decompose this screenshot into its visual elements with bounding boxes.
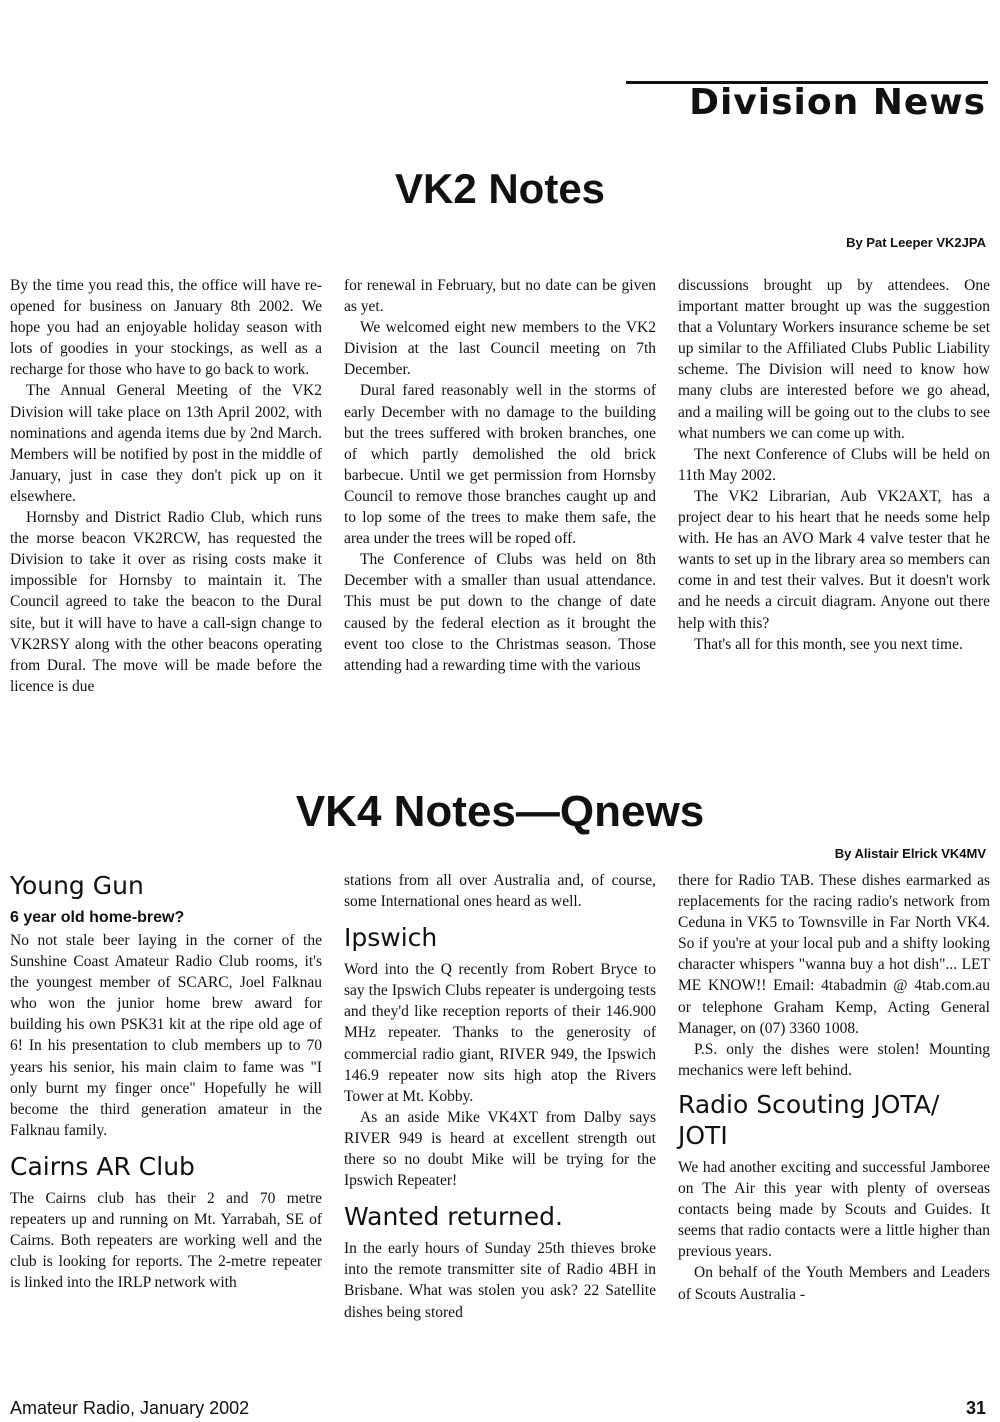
paragraph: We had another exciting and successful Jamboree on The Air this year with plenty of overseas contacts being made by Scouts and Guides. It seems that radio contacts were a little higher than previous years. bbox=[678, 1158, 990, 1261]
vk2-byline: By Pat Leeper VK2JPA bbox=[846, 235, 986, 250]
paragraph: Dural fared reasonably well in the storms of early December with no damage to the building but the trees suffered with broken branches, one of which partly demolished the old brick barbecue. Until we get permission from Hornsby Council to remove those branches caught up and to lop some of the trees to make them safe, the area under the trees will be roped off. bbox=[344, 382, 656, 548]
paragraph: Hornsby and District Radio Club, which runs the morse beacon VK2RCW, has requested the Division to take it over as rising costs make it impossible for Hornsby to maintain it. The Council agreed to take the beacon to the Dural site, but it will have to have a call-sign change to VK2RSY along with the other beacons operating from Dural. The move will be made before the licence is due bbox=[10, 509, 322, 695]
paragraph: there for Radio TAB. These dishes earmarked as replacements for the racing radio's network from Ceduna in VK5 to Townsville in Far North VK4. So if you're at your local pub and a shifty looking character whispers "wanna buy a hot dish"... LET ME KNOW!! Email: 4tabadmin @ 4tab.com.au or telephone Graham Kemp, Acting General Manager, on (07) 3360 1008. bbox=[678, 872, 990, 1037]
paragraph: for renewal in February, but no date can be given as yet. bbox=[344, 277, 656, 316]
ipswich-heading: Ipswich bbox=[344, 923, 438, 953]
paragraph: In the early hours of Sunday 25th thieves broke into the remote transmitter site of Radio 4BH in Brisbane. What was stolen you ask? 22 Satellite dishes being stored bbox=[344, 1240, 656, 1321]
vk4-column-3 bbox=[678, 870, 990, 1305]
vk4-title: VK4 Notes—Qnews bbox=[295, 787, 705, 836]
paragraph: The Conference of Clubs was held on 8th December with a smaller than usual attendance. This must be put down to the change of date caused by the federal election as it brought the event too close to the Christmas season. Those attending had a rewarding time with the various bbox=[344, 551, 656, 674]
vk2-column-3 bbox=[678, 275, 990, 655]
scouting-heading: Radio Scouting JOTA/ JOTI bbox=[678, 1089, 940, 1150]
publication-name: Amateur Radio, January 2002 bbox=[10, 1398, 250, 1418]
paragraph: P.S. only the dishes were stolen! Mounting mechanics were left behind. bbox=[678, 1040, 990, 1079]
paragraph: The next Conference of Clubs will be held on 11th May 2002. bbox=[678, 445, 990, 484]
vk2-title: VK2 Notes bbox=[394, 165, 606, 212]
vk4-column-1 bbox=[10, 868, 322, 1293]
paragraph: The Annual General Meeting of the VK2 Division will take place on 13th April 2002, with nominations and agenda items due by 2nd March. Members will be notified by post in the middle of January, just in case they don't pick up on it elsewhere. bbox=[10, 382, 322, 505]
paragraph: That's all for this month, see you next time. bbox=[694, 635, 963, 653]
paragraph: We welcomed eight new members to the VK2 Division at the last Council meeting on 7th December. bbox=[344, 319, 656, 379]
cairns-heading: Cairns AR Club bbox=[10, 1151, 195, 1181]
page-footer bbox=[10, 1398, 986, 1419]
paragraph: By the time you read this, the office will have re-opened for business on January 8th 2002. We hope you had an enjoyable holiday season with lots of goodies in your stockings, as well as a recharge for those who have to go back to work. bbox=[10, 277, 322, 379]
wanted-heading: Wanted returned. bbox=[344, 1202, 563, 1232]
paragraph: The VK2 Librarian, Aub VK2AXT, has a project dear to his heart that he needs some help with. He has an AVO Mark 4 valve tester that he wants to set up in the library area so members can come in and test their valves. But it doesn't work and he needs a circuit diagram. Anyone out there help with this? bbox=[678, 487, 990, 632]
paragraph: stations from all over Australia and, of course, some International ones heard as well. bbox=[344, 872, 656, 911]
page-number: 31 bbox=[965, 1398, 986, 1418]
young-gun-heading: Young Gun bbox=[10, 871, 144, 900]
paragraph: No not stale beer laying in the corner of the Sunshine Coast Amateur Radio Club rooms, it's the youngest member of SCARC, Joel Falknau who won the junior home brew award for building his own PSK31 kit at the ripe old age of 6! In his presentation to club members up to 70 years his senior, his main claim to fame was "I only burnt my finger once" Hopefully he will become the third generation amateur in the Falknau family. bbox=[10, 932, 322, 1139]
vk4-byline: By Alistair Elrick VK4MV bbox=[834, 846, 986, 861]
paragraph: The Cairns club has their 2 and 70 metre repeaters up and running on Mt. Yarrabah, SE of Cairns. Both repeaters are working well and the club is looking for reports. The 2-metre repeater is linked into the IRLP network with bbox=[10, 1189, 322, 1292]
paragraph: discussions brought up by attendees. One important matter brought up was the suggestion that a Voluntary Workers insurance scheme be set up similar to the Affiliated Clubs Public Liability scheme. The Division will need to know how many clubs are interested before we go ahead, and a mailing will be going out to the clubs to see what numbers we can come up with. bbox=[678, 277, 990, 442]
paragraph: As an aside Mike VK4XT from Dalby says RIVER 949 is heard at excellent strength out there so no doubt Mike will be trying for the Ipswich Repeater! bbox=[344, 1108, 656, 1190]
section-tag: Division News bbox=[689, 82, 986, 123]
vk2-column-2 bbox=[344, 275, 656, 676]
vk2-column-1 bbox=[10, 275, 322, 697]
paragraph: Word into the Q recently from Robert Bryce to say the Ipswich Clubs repeater is undergoing tests and they'd like reception reports of their 146.900 MHz repeater. Thanks to the generosity of commercial radio giant, RIVER 949, the Ipswich 146.9 repeater now sits high atop the Rivers Tower at Mt. Kobby. bbox=[344, 961, 656, 1105]
paragraph: On behalf of the Youth Members and Leaders of Scouts Australia - bbox=[678, 1264, 990, 1303]
vk4-column-2 bbox=[344, 870, 656, 1323]
young-gun-subheading: 6 year old home-brew? bbox=[10, 909, 185, 926]
